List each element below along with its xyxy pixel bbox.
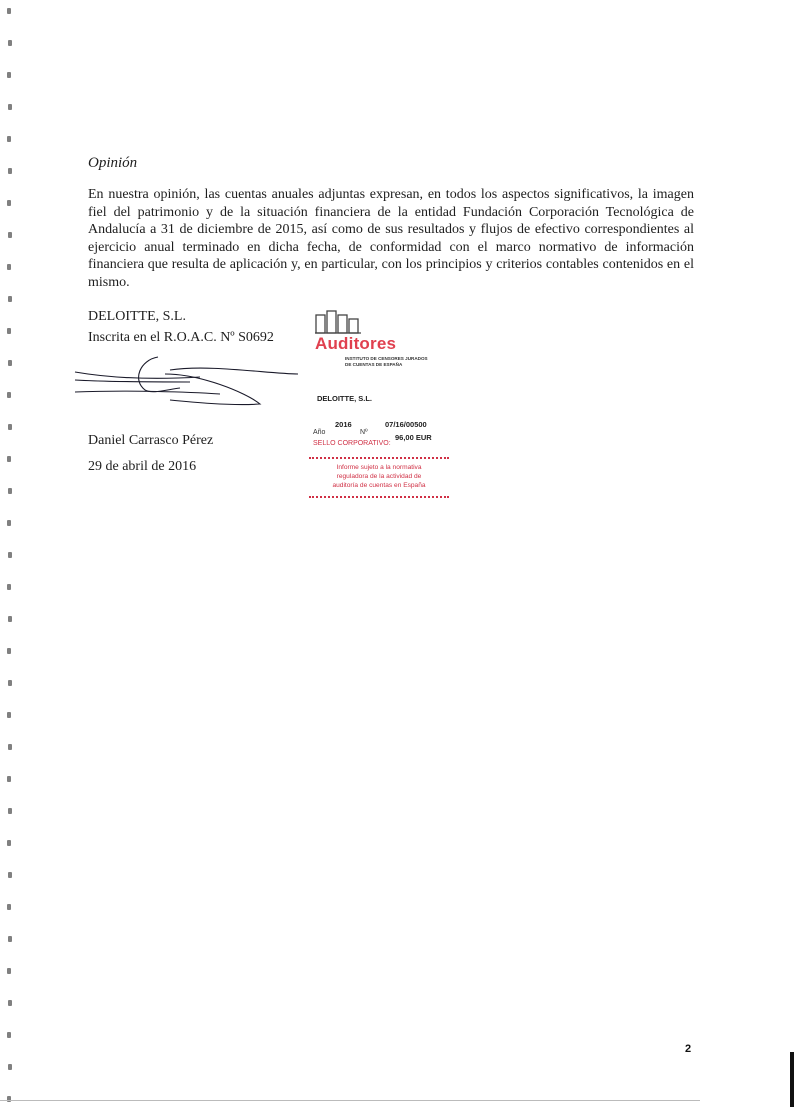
binding-mark	[7, 392, 11, 398]
stamp-year-value: 2016	[335, 420, 352, 429]
binding-mark	[7, 328, 11, 334]
binding-mark	[7, 200, 11, 206]
firm-block	[88, 306, 274, 348]
handwritten-signature	[70, 352, 300, 412]
registration-line: Inscrita en el R.O.A.C. Nº S0692	[88, 330, 274, 345]
stamp-number-value: 07/16/00500	[385, 420, 427, 429]
bottom-rule	[0, 1100, 700, 1101]
binding-mark	[7, 520, 11, 526]
binding-mark	[8, 232, 12, 238]
binding-mark	[8, 936, 12, 942]
binding-mark	[7, 904, 11, 910]
stamp-seal-label: SELLO CORPORATIVO:	[313, 440, 391, 447]
binding-mark	[7, 968, 11, 974]
binding-mark	[8, 744, 12, 750]
stamp-brand: Auditores	[315, 334, 397, 353]
binding-mark	[8, 680, 12, 686]
binding-mark	[8, 296, 12, 302]
binding-mark	[8, 104, 12, 110]
opinion-paragraph: En nuestra opinión, las cuentas anuales adjuntas expresan, en todos los aspectos significativos, la imagen fiel del patrimonio y de la situación financiera de la entidad Fundación Corporación Tecnológica de Andalucía a 31 de diciembre de 2015, así como de sus resultados y flujos de efectivo correspondientes al ejercicio anual terminado en dicha fecha, de conformidad con el marco normativo de información financiera que resulta de aplicación y, en particular, con los principios y criterios contables contenidos en el mismo.	[88, 187, 694, 290]
binding-mark	[7, 712, 11, 718]
auditor-stamp	[305, 305, 455, 510]
signature-date: 29 de abril de 2016	[88, 459, 197, 474]
signer-name: Daniel Carrasco Pérez	[88, 433, 214, 448]
binding-mark	[7, 8, 11, 14]
stamp-firm: DELOITTE, S.L.	[317, 394, 373, 403]
stamp-note-line2: reguladora de la actividad de	[336, 472, 422, 480]
binding-mark	[8, 424, 12, 430]
binding-mark	[8, 552, 12, 558]
stamp-note	[311, 464, 447, 490]
binding-mark	[8, 40, 12, 46]
stamp-institute	[345, 356, 435, 367]
stamp-fee: 96,00 EUR	[395, 433, 432, 442]
stamp-dotted-divider-top	[309, 457, 449, 459]
stamp-note-line3: auditoría de cuentas en España	[332, 481, 426, 489]
binding-mark	[7, 1096, 11, 1102]
signer-block	[88, 428, 213, 480]
binding-mark	[7, 264, 11, 270]
section-heading: Opinión	[88, 155, 138, 171]
binding-holes-strip	[4, 0, 16, 1107]
binding-mark	[8, 808, 12, 814]
stamp-institute-line1: INSTITUTO DE CENSORES JURADOS	[345, 356, 428, 361]
icjce-logo-icon	[315, 309, 371, 335]
binding-mark	[7, 584, 11, 590]
binding-mark	[7, 648, 11, 654]
stamp-institute-line2: DE CUENTAS DE ESPAÑA	[345, 361, 403, 367]
binding-mark	[8, 872, 12, 878]
stamp-year-label: Año	[313, 429, 326, 436]
binding-mark	[7, 72, 11, 78]
firm-name: DELOITTE, S.L.	[88, 309, 186, 324]
stamp-dotted-divider-bottom	[309, 496, 449, 498]
binding-mark	[8, 1064, 12, 1070]
binding-mark	[7, 1032, 11, 1038]
binding-mark	[8, 488, 12, 494]
binding-mark	[8, 1000, 12, 1006]
binding-mark	[7, 456, 11, 462]
page-number: 2	[685, 1043, 692, 1055]
binding-mark	[7, 840, 11, 846]
binding-mark	[8, 360, 12, 366]
margin-bar	[790, 1052, 794, 1107]
binding-mark	[7, 136, 11, 142]
binding-mark	[7, 776, 11, 782]
binding-mark	[8, 168, 12, 174]
stamp-note-line1: Informe sujeto a la normativa	[336, 464, 422, 471]
stamp-number-label: Nº	[360, 429, 368, 436]
binding-mark	[8, 616, 12, 622]
